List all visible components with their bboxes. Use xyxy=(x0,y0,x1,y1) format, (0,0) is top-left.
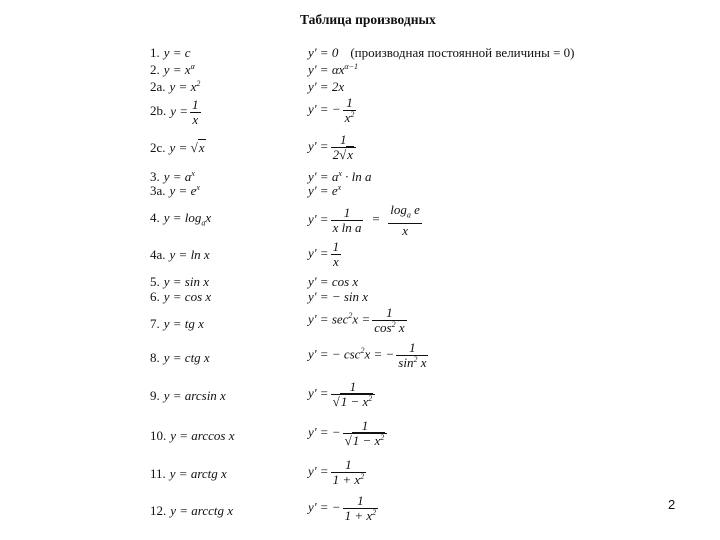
function-text: y = arctg x xyxy=(169,466,227,481)
row-10-function xyxy=(150,429,235,442)
row-1-derivative xyxy=(308,46,575,59)
row-number: 2b. xyxy=(150,103,167,119)
row-number: 12. xyxy=(150,503,167,518)
row-number: 3. xyxy=(150,169,160,184)
derivative-prefix: y' = − xyxy=(308,499,341,515)
denominator-argument: x xyxy=(395,320,405,335)
derivative-fraction xyxy=(343,419,388,448)
row-number: 4a. xyxy=(150,247,166,262)
derivative-note: (производная постоянной величины = 0) xyxy=(350,45,575,60)
row-number: 8. xyxy=(150,350,160,365)
derivative-text: y' = e xyxy=(308,183,338,198)
row-3a-derivative xyxy=(308,184,341,197)
row-number: 10. xyxy=(150,428,167,443)
fraction-numerator: 1 xyxy=(340,132,347,147)
row-4-function xyxy=(150,211,211,228)
derivative-fraction xyxy=(331,380,376,409)
row-2a-function xyxy=(150,80,200,93)
function-exponent: 2 xyxy=(196,79,201,88)
fraction-denominator: x xyxy=(388,223,422,238)
function-text: y = c xyxy=(163,45,191,60)
derivative-prefix: y' = xyxy=(308,245,329,261)
row-4-derivative xyxy=(308,203,424,238)
denominator-base: x xyxy=(344,110,351,125)
denominator-exponent: 2 xyxy=(372,508,377,517)
derivative-exponent: 2 xyxy=(348,311,353,321)
row-4a-function xyxy=(150,248,210,261)
row-number: 1. xyxy=(150,45,160,60)
derivative-prefix: y' = xyxy=(308,138,329,154)
row-number: 9. xyxy=(150,388,160,403)
row-2b-derivative xyxy=(308,96,358,125)
row-3a-function xyxy=(150,184,200,197)
page-title: Таблица производных xyxy=(300,12,436,27)
derivative-prefix: y' = − xyxy=(308,424,341,440)
row-number: 6. xyxy=(150,289,160,304)
derivative-fraction xyxy=(331,133,356,162)
fraction-denominator xyxy=(331,472,367,487)
fraction-denominator: x xyxy=(190,112,201,127)
function-text: y = tg x xyxy=(163,316,204,331)
derivative-fraction xyxy=(372,306,406,335)
denominator-exponent: 2 xyxy=(360,472,365,481)
radicand xyxy=(352,432,386,448)
row-11-derivative xyxy=(308,458,368,487)
derivative-fraction xyxy=(343,96,357,125)
denominator-exponent: 2 xyxy=(413,355,418,364)
sqrt-sign: √x xyxy=(190,140,205,155)
function-text: y = arccos x xyxy=(170,428,235,443)
function-text: y = x xyxy=(169,79,197,94)
function-prefix: y = xyxy=(169,140,188,155)
function-text: y = ctg x xyxy=(163,350,210,365)
row-number: 2a. xyxy=(150,79,166,94)
equals-sign: = xyxy=(371,211,381,227)
derivative-fraction-1 xyxy=(331,206,364,235)
fraction-numerator: 1 xyxy=(386,305,393,320)
function-exponent: α xyxy=(190,62,195,71)
derivative-tail: · ln a xyxy=(341,169,372,184)
fraction-numerator: 1 xyxy=(357,493,364,508)
row-2c-function xyxy=(150,141,206,154)
radicand: x xyxy=(198,140,205,155)
row-11-function xyxy=(150,467,227,480)
log-base: a xyxy=(201,218,206,228)
log-argument: e xyxy=(410,202,420,217)
row-2-function xyxy=(150,63,195,76)
derivative-prefix: y' = xyxy=(308,211,329,227)
function-fraction xyxy=(190,98,201,127)
derivative-prefix: y' = xyxy=(308,463,329,479)
sqrt-sign: $√1 - x^2$ xyxy=(332,394,373,409)
derivative-exponent: 2 xyxy=(360,346,365,356)
fraction-numerator: 1 xyxy=(349,379,357,394)
sqrt-sign: $√1 - x^2$ xyxy=(344,433,385,448)
denominator-argument: x xyxy=(417,355,427,370)
row-9-function xyxy=(150,389,226,402)
fraction-denominator xyxy=(331,147,356,162)
derivative-fraction xyxy=(396,341,428,370)
fraction-numerator: 1 xyxy=(192,97,199,112)
derivative-exponent: x xyxy=(337,183,342,192)
row-2a-derivative: y' = 2x xyxy=(308,79,345,94)
row-number: 3a. xyxy=(150,183,166,198)
row-5-function xyxy=(150,275,209,288)
derivative-text: y' = a xyxy=(308,169,339,184)
derivative-fraction xyxy=(331,240,342,269)
row-12-derivative xyxy=(308,494,380,523)
function-exponent: x xyxy=(191,169,195,178)
fraction-denominator xyxy=(343,110,357,125)
row-7-derivative xyxy=(308,306,409,335)
derivative-exponent: α−1 xyxy=(344,62,359,71)
derivative-tail: x = − xyxy=(364,346,395,362)
row-9-derivative xyxy=(308,380,377,409)
derivative-fraction-2 xyxy=(388,203,422,238)
function-text: y = a xyxy=(163,169,192,184)
function-text: y = arcctg x xyxy=(170,503,234,518)
radicand-text: 1 − x xyxy=(340,394,369,409)
denominator-coefficient: 2 xyxy=(332,147,340,162)
fraction-numerator: 1 xyxy=(345,457,352,472)
row-5-derivative: y' = cos x xyxy=(308,274,359,289)
radicand-text: 1 − x xyxy=(352,433,381,448)
function-text: y = e xyxy=(169,183,197,198)
radicand-exponent: 2 xyxy=(368,394,373,403)
row-number: 5. xyxy=(150,274,160,289)
fraction-numerator: 1 xyxy=(361,418,369,433)
row-number: 4. xyxy=(150,210,160,225)
sqrt-sign: √x xyxy=(339,147,353,162)
denominator-text: 1 + x xyxy=(344,508,373,523)
function-prefix: y = xyxy=(170,103,189,119)
derivative-fraction xyxy=(331,458,367,487)
fraction-numerator: 1 xyxy=(346,95,353,110)
row-number: 11. xyxy=(150,466,166,481)
radicand xyxy=(340,393,374,409)
fraction-numerator: 1 xyxy=(332,239,340,254)
row-number: 7. xyxy=(150,316,160,331)
row-2-derivative xyxy=(308,63,358,76)
row-7-function xyxy=(150,317,204,330)
fraction-numerator: 1 xyxy=(409,340,416,355)
denominator-exponent: 2 xyxy=(350,110,355,119)
function-text: y = x xyxy=(163,62,191,77)
fraction-numerator xyxy=(388,203,422,223)
derivative-fraction xyxy=(343,494,379,523)
denominator-function: sin xyxy=(398,355,414,370)
function-argument: x xyxy=(205,210,212,225)
log-text: log xyxy=(390,202,407,217)
fraction-numerator: 1 xyxy=(343,204,351,220)
row-8-function xyxy=(150,351,210,364)
derivative-text: y' = sec xyxy=(308,311,349,327)
derivative-exponent: x xyxy=(338,169,342,178)
log-base: a xyxy=(406,210,411,220)
row-10-derivative xyxy=(308,419,389,448)
fraction-denominator xyxy=(343,433,388,448)
row-12-function xyxy=(150,504,233,517)
row-number: 2c. xyxy=(150,140,166,155)
row-2b-function xyxy=(150,98,203,127)
fraction-denominator: x ln a xyxy=(332,219,362,235)
denominator-exponent: 2 xyxy=(391,320,396,329)
denominator-function: cos xyxy=(374,320,392,335)
function-text: y = ln x xyxy=(169,247,210,262)
row-4a-derivative xyxy=(308,240,343,269)
derivative-tail: x = xyxy=(352,311,371,327)
denominator-text: 1 + x xyxy=(332,472,361,487)
fraction-denominator xyxy=(396,355,428,370)
function-text: y = sin x xyxy=(163,274,209,289)
row-3-derivative xyxy=(308,170,372,183)
function-text: y = log xyxy=(163,210,202,225)
fraction-denominator xyxy=(343,508,379,523)
row-6-function xyxy=(150,290,211,303)
derivative-text: y' = − csc xyxy=(308,346,361,362)
derivative-prefix: y' = xyxy=(308,385,329,401)
row-number: 2. xyxy=(150,62,160,77)
radicand-exponent: 2 xyxy=(380,433,385,442)
fraction-denominator: x xyxy=(331,254,342,269)
derivative-text: y' = 0 xyxy=(308,45,339,60)
derivative-prefix: y' = − xyxy=(308,101,341,117)
function-text: y = cos x xyxy=(163,289,212,304)
fraction-denominator xyxy=(331,394,376,409)
function-exponent: x xyxy=(196,183,200,192)
fraction-denominator xyxy=(372,320,406,335)
function-text: y = arcsin x xyxy=(163,388,226,403)
row-8-derivative xyxy=(308,341,430,370)
row-6-derivative: y' = − sin x xyxy=(308,289,369,304)
row-3-function xyxy=(150,170,195,183)
slide-number: 2 xyxy=(668,497,676,512)
row-1-function xyxy=(150,46,191,59)
row-2c-derivative xyxy=(308,133,358,162)
derivative-text: y' = αx xyxy=(308,62,345,77)
radicand: x xyxy=(347,147,353,162)
